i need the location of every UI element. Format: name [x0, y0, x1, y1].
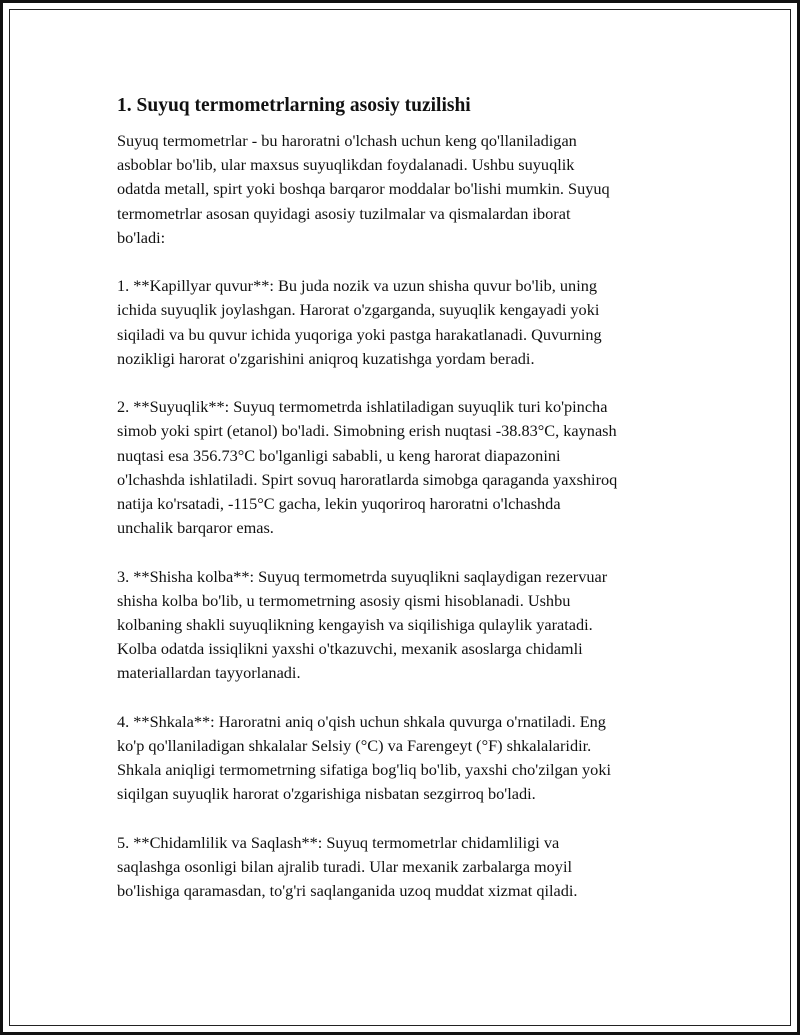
- paragraph-line: ko'p qo'llaniladigan shkalalar Selsiy (°C) va Farengeyt (°F) shkalalaridir.: [117, 736, 592, 756]
- paragraph-line: 1. **Kapillyar quvur**: Bu juda nozik va uzun shisha quvur bo'lib, uning: [117, 276, 598, 296]
- paragraph-line: siqilgan suyuqlik harorat o'zgarishiga nisbatan sezgirroq bo'ladi.: [117, 784, 536, 804]
- paragraph-line: kolbaning shakli suyuqlikning kengayish va siqilishiga qulaylik yaratadi.: [117, 615, 593, 635]
- paragraph-line: bo'lishiga qaramasdan, to'g'ri saqlanganida uzoq muddat xizmat qiladi.: [117, 881, 578, 901]
- paragraph-line: 4. **Shkala**: Haroratni aniq o'qish uchun shkala quvurga o'rnatiladi. Eng: [117, 711, 606, 731]
- paragraph-line: asboblar bo'lib, ular maxsus suyuqlikdan foydalanadi. Ushbu suyuqlik: [117, 155, 575, 175]
- paragraph-line: natija ko'rsatadi, -115°C gacha, lekin yuqoriroq haroratni o'lchashda: [117, 494, 561, 514]
- paragraph-line: 3. **Shisha kolba**: Suyuq termometrda suyuqlikni saqlaydigan rezervuar: [117, 566, 608, 586]
- paragraph-line: shisha kolba bo'lib, u termometrning asosiy qismi hisoblanadi. Ushbu: [117, 590, 571, 610]
- paragraph-line: Suyuq termometrlar - bu haroratni o'lchash uchun keng qo'llaniladigan: [117, 131, 577, 150]
- document-title: 1. Suyuq termometrlarning asosiy tuzilishi: [117, 95, 471, 116]
- paragraph-line: unchalik barqaror emas.: [117, 518, 274, 538]
- paragraph-line: odatda metall, spirt yoki boshqa barqaror moddalar bo'lishi mumkin. Suyuq: [117, 179, 610, 199]
- paragraph-line: siqiladi va bu quvur ichida yuqoriga yoki pastga harakatlanadi. Quvurning: [117, 324, 602, 344]
- paragraph-line: nozikligi harorat o'zgarishini aniqroq kuzatishga yordam beradi.: [117, 348, 535, 368]
- paragraph-line: termometrlar asosan quyidagi asosiy tuzilmalar va qismalardan iborat: [117, 203, 571, 223]
- paragraph-line: materiallardan tayyorlanadi.: [117, 663, 301, 683]
- paragraph-line: Kolba odatda issiqlikni yaxshi o'tkazuvchi, mexanik asoslarga chidamli: [117, 639, 583, 659]
- paragraph-line: o'lchashda ishlatiladi. Spirt sovuq haroratlarda simobga qaraganda yaxshiroq: [117, 469, 618, 489]
- paragraph-line: 2. **Suyuqlik**: Suyuq termometrda ishlatiladigan suyuqlik turi ko'pincha: [117, 397, 608, 417]
- item-shkala: [117, 710, 697, 807]
- item-suyuqlik: [117, 395, 697, 540]
- paragraph-line: nuqtasi esa 356.73°C bo'lganligi sababli, u keng harorat diapazonini: [117, 445, 561, 465]
- paragraph-line: ichida suyuqlik joylashgan. Harorat o'zgarganda, suyuqlik kengayadi yoki: [117, 300, 600, 320]
- item-chidamlilik-saqlash: [117, 831, 697, 904]
- document-body: [117, 92, 697, 903]
- paragraph-line: bo'ladi:: [117, 227, 166, 247]
- intro-paragraph: [117, 129, 697, 250]
- item-kapillyar-quvur: [117, 274, 697, 371]
- paragraph-line: simob yoki spirt (etanol) bo'ladi. Simobning erish nuqtasi -38.83°C, kaynash: [117, 421, 617, 441]
- paragraph-line: 5. **Chidamlilik va Saqlash**: Suyuq termometrlar chidamliligi va: [117, 832, 560, 852]
- item-shisha-kolba: [117, 565, 697, 686]
- paragraph-line: saqlashga osonligi bilan ajralib turadi. Ular mexanik zarbalarga moyil: [117, 857, 572, 877]
- paragraph-line: Shkala aniqligi termometrning sifatiga bog'liq bo'lib, yaxshi cho'zilgan yoki: [117, 760, 611, 780]
